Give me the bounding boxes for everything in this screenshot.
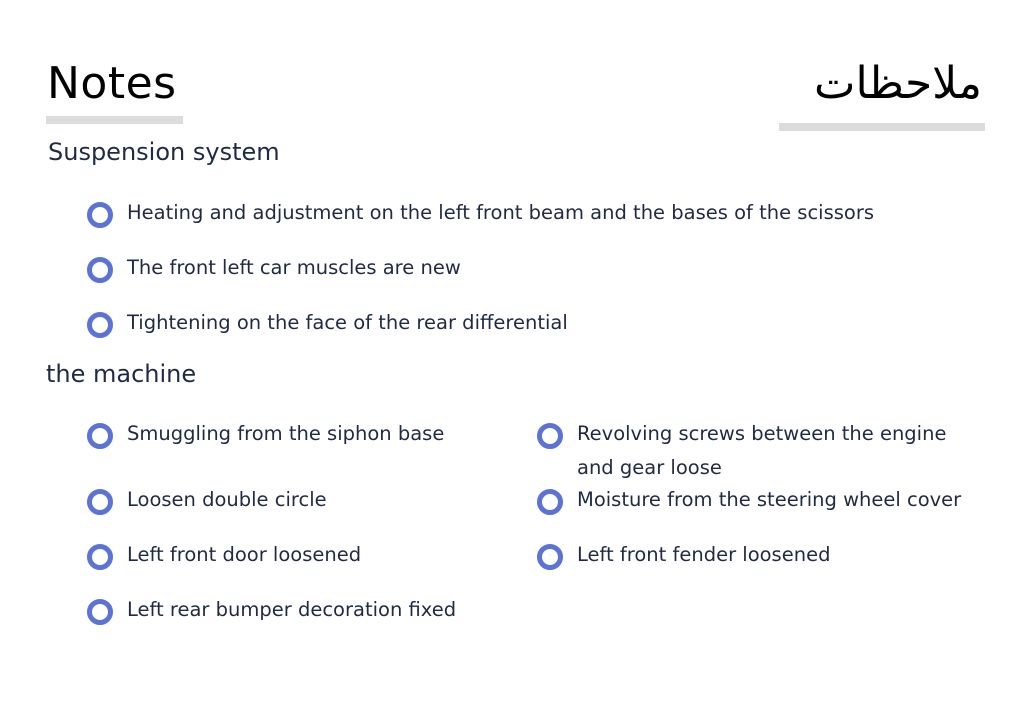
list-item [87, 543, 361, 572]
list-item [87, 488, 327, 517]
list-item-text: Left rear bumper decoration fixed [127, 598, 457, 621]
list-item-text: Smuggling from the siphon base [127, 422, 445, 445]
notes-title: Notes [47, 58, 177, 109]
list-item [87, 598, 456, 627]
section-heading-machine: the machine [46, 360, 197, 388]
list-item [87, 256, 461, 285]
list-item-text: Loosen double circle [127, 488, 327, 511]
notes-title-arabic-underline [779, 123, 985, 131]
list-item-text: Left front door loosened [127, 543, 362, 566]
list-item-text: Left front fender loosened [577, 543, 831, 566]
list-item [87, 201, 874, 230]
list-item [537, 422, 977, 485]
bullet-icon [87, 489, 113, 515]
bullet-icon [87, 202, 113, 228]
bullet-icon [537, 489, 563, 515]
list-item [87, 311, 568, 340]
bullet-icon [87, 544, 113, 570]
list-item-text: Heating and adjustment on the left front beam and the bases of the scissors [127, 201, 875, 224]
list-item [537, 543, 977, 572]
notes-title-underline [46, 116, 183, 124]
list-item-text: Revolving screws between the engine and gear loose [577, 422, 947, 479]
section-heading-suspension: Suspension system [48, 138, 280, 166]
list-item-text: Tightening on the face of the rear differential [127, 311, 568, 334]
list-item-text: Moisture from the steering wheel cover [577, 488, 962, 511]
bullet-icon [87, 312, 113, 338]
list-item [537, 488, 987, 517]
list-item-text: The front left car muscles are new [127, 256, 461, 279]
bullet-icon [87, 599, 113, 625]
bullet-icon [537, 544, 563, 570]
list-item [87, 422, 444, 451]
bullet-icon [87, 257, 113, 283]
bullet-icon [537, 423, 563, 449]
bullet-icon [87, 423, 113, 449]
notes-title-arabic: ملاحظات [814, 58, 982, 109]
